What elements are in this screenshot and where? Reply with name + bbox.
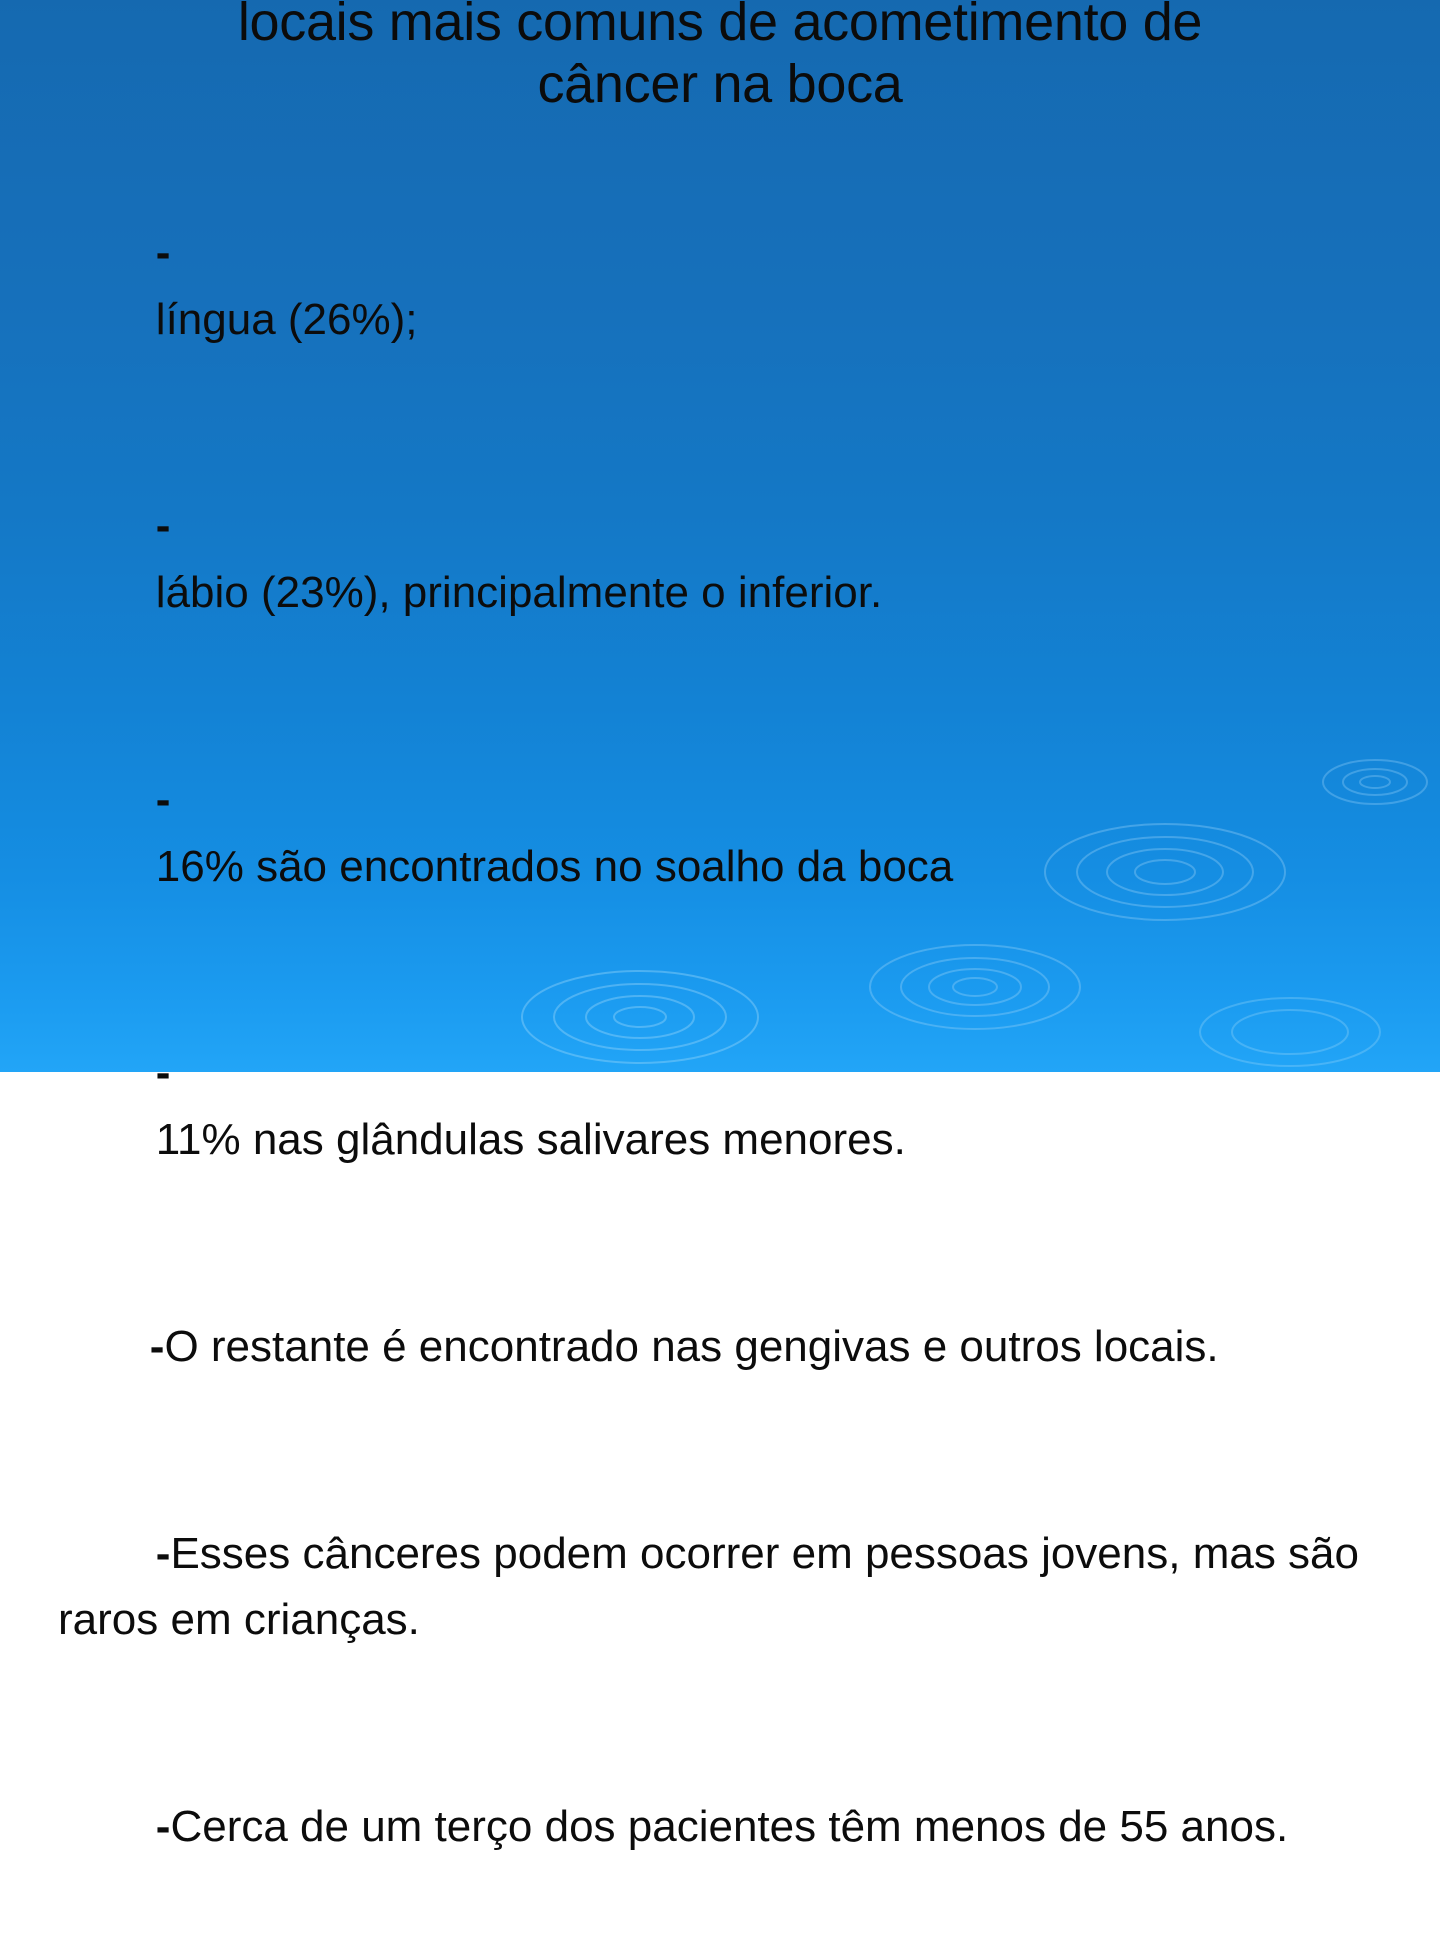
list-item-text: lábio (23%), principalmente o inferior. [155,568,883,618]
bullet-dash-icon: - [155,1802,171,1852]
list-item-text: Cerca de um terço dos pacientes têm menos de 55 anos. [170,1802,1289,1852]
bullet-dash-icon: - [155,1048,171,1098]
title-line-2: câncer na boca [537,53,903,114]
list-item [52,1727,1390,1928]
list-item [52,974,1390,1242]
list-item [52,427,1390,695]
list-item [52,1247,1390,1448]
bullet-dash-icon: - [155,774,171,824]
page-title [0,0,1440,115]
list-item [52,700,1390,968]
list-item [52,1454,1390,1722]
list-item-text: 11% nas glândulas salivares menores. [155,1115,906,1165]
list-item-text: língua (26%); [155,294,418,344]
bullet-dash-icon: - [155,227,171,277]
bullet-list [0,153,1440,1928]
list-item-text: Esses cânceres podem ocorrer em pessoas jovens, mas são raros em crianças. [58,1528,1372,1645]
bullet-dash-icon: - [149,1321,165,1371]
bullet-dash-icon: - [155,1528,171,1578]
list-item [52,153,1390,421]
list-item-text: O restante é encontrado nas gengivas e outros locais. [164,1321,1219,1371]
list-item-text: 16% são encontrados no soalho da boca [155,841,954,891]
title-line-1: locais mais comuns de acometimento de [237,0,1203,52]
bullet-dash-icon: - [155,501,171,551]
